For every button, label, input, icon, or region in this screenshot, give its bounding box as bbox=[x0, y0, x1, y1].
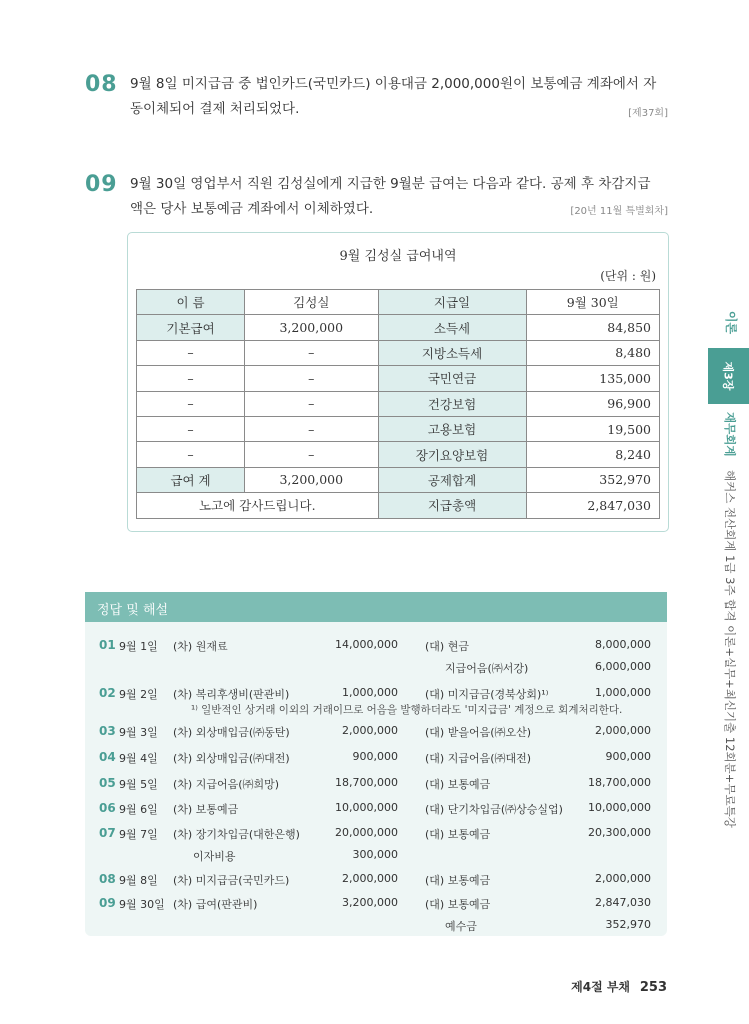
credit-amount: 1,000,000 bbox=[595, 686, 651, 699]
table-cell: 이 름 bbox=[137, 290, 245, 315]
entry-number: 01 bbox=[99, 638, 116, 652]
table-cell: 3,200,000 bbox=[245, 315, 378, 340]
page-footer bbox=[571, 978, 667, 995]
salary-thanks: 노고에 감사드립니다. bbox=[137, 493, 379, 518]
table-cell: – bbox=[137, 391, 245, 416]
credit-account: (대) 보통예금 bbox=[425, 898, 491, 911]
debit-amount: 900,000 bbox=[352, 750, 398, 763]
entry-date: 9월 2일 bbox=[119, 688, 158, 701]
table-cell: 지급일 bbox=[378, 290, 526, 315]
entry-date: 9월 8일 bbox=[119, 874, 158, 887]
credit-amount: 20,300,000 bbox=[588, 826, 651, 839]
entry-date: 9월 4일 bbox=[119, 752, 158, 765]
debit-amount: 3,200,000 bbox=[342, 896, 398, 909]
table-cell: – bbox=[137, 416, 245, 441]
debit-amount: 20,000,000 bbox=[335, 826, 398, 839]
credit-amount: 18,700,000 bbox=[588, 776, 651, 789]
debit-account: (차) 외상매입금(㈜대전) bbox=[173, 752, 290, 765]
debit-account: 이자비용 bbox=[193, 850, 236, 863]
table-cell: 고용보험 bbox=[378, 416, 526, 441]
credit-amount: 8,000,000 bbox=[595, 638, 651, 651]
credit-account: (대) 보통예금 bbox=[425, 874, 491, 887]
table-cell: 96,900 bbox=[526, 391, 659, 416]
table-cell: 8,480 bbox=[526, 340, 659, 365]
question-08 bbox=[85, 72, 668, 122]
table-cell: – bbox=[245, 391, 378, 416]
debit-account: (차) 복리후생비(판관비) bbox=[173, 688, 290, 701]
footer-section: 제4절 부채 bbox=[571, 980, 631, 994]
table-cell: – bbox=[245, 442, 378, 467]
salary-table bbox=[136, 289, 660, 519]
credit-account: (대) 보통예금 bbox=[425, 828, 491, 841]
table-cell: 기본급여 bbox=[137, 315, 245, 340]
table-cell: 지방소득세 bbox=[378, 340, 526, 365]
entry-date: 9월 1일 bbox=[119, 640, 158, 653]
table-cell: 9월 30일 bbox=[526, 290, 659, 315]
table-row bbox=[137, 493, 660, 518]
salary-statement bbox=[127, 232, 669, 532]
debit-account: (차) 미지급금(국민카드) bbox=[173, 874, 290, 887]
table-cell: 건강보험 bbox=[378, 391, 526, 416]
debit-amount: 1,000,000 bbox=[342, 686, 398, 699]
debit-amount: 2,000,000 bbox=[342, 872, 398, 885]
side-theory: 이론 bbox=[724, 310, 739, 335]
answer-panel bbox=[85, 592, 667, 936]
table-cell: 8,240 bbox=[526, 442, 659, 467]
question-line: 9월 8일 미지급금 중 법인카드(국민카드) 이용대금 2,000,000원이 보통예금 계좌에서 자 bbox=[130, 76, 657, 92]
salary-title: 9월 김성실 급여내역 bbox=[339, 249, 457, 264]
question-number: 09 bbox=[85, 172, 118, 197]
entry-date: 9월 3일 bbox=[119, 726, 158, 739]
debit-amount: 2,000,000 bbox=[342, 724, 398, 737]
table-cell: 장기요양보험 bbox=[378, 442, 526, 467]
credit-amount: 900,000 bbox=[605, 750, 651, 763]
credit-account: (대) 지급어음(㈜대전) bbox=[425, 752, 532, 765]
question-number: 08 bbox=[85, 72, 118, 97]
credit-amount: 2,847,030 bbox=[595, 896, 651, 909]
question-line: 동이체되어 결제 처리되었다. bbox=[130, 101, 300, 117]
entry-number: 05 bbox=[99, 776, 116, 790]
table-cell: 135,000 bbox=[526, 366, 659, 391]
credit-account: (대) 단기차입금(㈜상승실업) bbox=[425, 803, 563, 816]
entry-number: 09 bbox=[99, 896, 116, 910]
side-index bbox=[708, 300, 749, 828]
credit-account: (대) 현금 bbox=[425, 640, 469, 653]
side-chapter: 제3장 bbox=[721, 361, 735, 391]
answer-header-title: 정답 및 해설 bbox=[97, 603, 169, 618]
table-row bbox=[137, 391, 660, 416]
credit-account: (대) 보통예금 bbox=[425, 778, 491, 791]
table-cell: 국민연금 bbox=[378, 366, 526, 391]
net-pay-label: 지급총액 bbox=[378, 493, 526, 518]
credit-amount: 2,000,000 bbox=[595, 724, 651, 737]
credit-account: (대) 받을어음(㈜오산) bbox=[425, 726, 532, 739]
credit-amount: 10,000,000 bbox=[588, 801, 651, 814]
credit-account: (대) 미지급금(경북상회)¹⁾ bbox=[425, 688, 549, 701]
question-source: [제37회] bbox=[628, 108, 668, 119]
table-row bbox=[137, 416, 660, 441]
question-line: 9월 30일 영업부서 직원 김성실에게 지급한 9월분 급여는 다음과 같다. 공제 후 차감지급 bbox=[130, 176, 651, 192]
debit-account: (차) 원재료 bbox=[173, 640, 228, 653]
page-number: 253 bbox=[639, 980, 667, 995]
debit-account: (차) 급여(판관비) bbox=[173, 898, 258, 911]
debit-amount: 300,000 bbox=[352, 848, 398, 861]
table-cell: 급여 계 bbox=[137, 467, 245, 492]
question-09 bbox=[85, 172, 668, 222]
credit-amount: 352,970 bbox=[605, 918, 651, 931]
table-row bbox=[137, 467, 660, 492]
credit-account: 지급어음(㈜서강) bbox=[445, 662, 529, 675]
entry-date: 9월 5일 bbox=[119, 778, 158, 791]
credit-account: 예수금 bbox=[445, 920, 477, 933]
question-source: [20년 11월 특별회차] bbox=[570, 206, 668, 217]
table-cell: – bbox=[245, 416, 378, 441]
debit-account: (차) 장기차입금(대한은행) bbox=[173, 828, 300, 841]
table-row bbox=[137, 315, 660, 340]
table-cell: 공제합계 bbox=[378, 467, 526, 492]
table-row bbox=[137, 442, 660, 467]
table-row bbox=[137, 290, 660, 315]
side-subject: 재무회계 bbox=[723, 412, 737, 457]
debit-account: (차) 외상매입금(㈜동탄) bbox=[173, 726, 290, 739]
debit-amount: 18,700,000 bbox=[335, 776, 398, 789]
net-pay-value: 2,847,030 bbox=[526, 493, 659, 518]
credit-amount: 2,000,000 bbox=[595, 872, 651, 885]
table-cell: 김성실 bbox=[245, 290, 378, 315]
table-cell: – bbox=[245, 366, 378, 391]
debit-amount: 10,000,000 bbox=[335, 801, 398, 814]
entry-number: 03 bbox=[99, 724, 116, 738]
table-cell: – bbox=[137, 340, 245, 365]
salary-unit: (단위 : 원) bbox=[600, 269, 656, 283]
question-line: 액은 당사 보통예금 계좌에서 이체하였다. bbox=[130, 201, 374, 217]
entry-number: 02 bbox=[99, 686, 116, 700]
footnote-text: ¹⁾ 일반적인 상거래 이외의 거래이므로 어음을 발행하더라도 '미지급금' 계정으로 회계처리한다. bbox=[191, 704, 623, 716]
entry-date: 9월 30일 bbox=[119, 898, 165, 911]
entry-number: 07 bbox=[99, 826, 116, 840]
answer-header bbox=[85, 592, 667, 622]
debit-account: (차) 지급어음(㈜희망) bbox=[173, 778, 280, 791]
debit-account: (차) 보통예금 bbox=[173, 803, 239, 816]
table-cell: – bbox=[137, 442, 245, 467]
entry-date: 9월 6일 bbox=[119, 803, 158, 816]
entry-number: 06 bbox=[99, 801, 116, 815]
table-row bbox=[137, 366, 660, 391]
table-row bbox=[137, 340, 660, 365]
question-text bbox=[130, 72, 668, 122]
side-chapter-tab[interactable] bbox=[708, 348, 749, 404]
table-cell: – bbox=[137, 366, 245, 391]
table-cell: 소득세 bbox=[378, 315, 526, 340]
entry-number: 04 bbox=[99, 750, 116, 764]
table-cell: 3,200,000 bbox=[245, 467, 378, 492]
table-cell: 352,970 bbox=[526, 467, 659, 492]
debit-amount: 14,000,000 bbox=[335, 638, 398, 651]
entry-date: 9월 7일 bbox=[119, 828, 158, 841]
credit-amount: 6,000,000 bbox=[595, 660, 651, 673]
side-book-title: 해커스 전산회계 1급 3주 합격 이론+실무+최신기출 12회분+무료특강 bbox=[723, 470, 737, 828]
table-cell: 19,500 bbox=[526, 416, 659, 441]
table-cell: – bbox=[245, 340, 378, 365]
entry-number: 08 bbox=[99, 872, 116, 886]
table-cell: 84,850 bbox=[526, 315, 659, 340]
